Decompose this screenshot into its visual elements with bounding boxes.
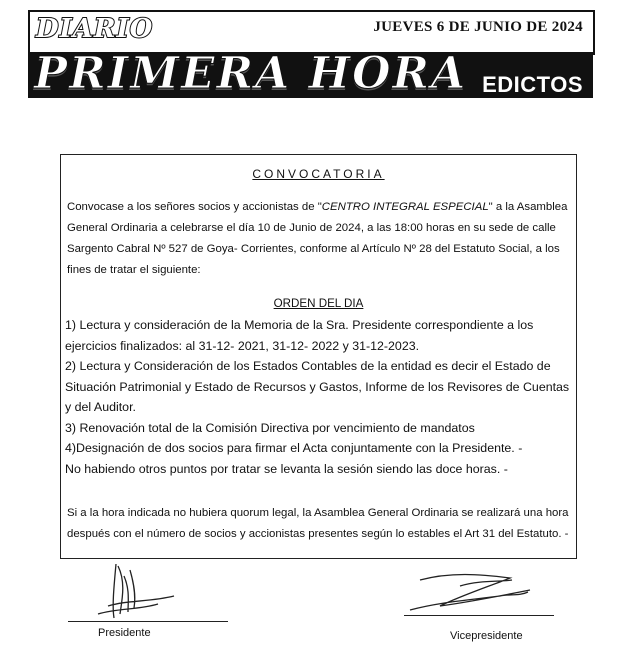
notice-intro bbox=[67, 197, 572, 281]
agenda-title: ORDEN DEL DIA bbox=[273, 297, 364, 310]
masthead-title: PRIMERA HORA bbox=[34, 48, 468, 99]
notice-box bbox=[60, 154, 577, 559]
vicepresident-signature-line bbox=[404, 615, 554, 616]
agenda-item: 1) Lectura y consideración de la Memoria de la Sra. Presidente correspondiente a los ejercicios finalizados: al 31-12- 2021, 31-12- 2022 y 31-12-2023. bbox=[65, 318, 534, 353]
agenda-list bbox=[65, 315, 570, 479]
agenda-item: No habiendo otros puntos por tratar se levanta la sesión siendo las doce horas. - bbox=[65, 461, 508, 476]
notice-closing: Si a la hora indicada no hubiera quorum legal, la Asamblea General Ordinaria se realizará una hora después con el número de socios y accionistas presentes según lo estables el Art 31 del Estatuto. - bbox=[67, 507, 569, 540]
vicepresident-signature bbox=[400, 566, 550, 626]
agenda-item: 4)Designación de dos socios para firmar el Acta conjuntamente con la Presidente. - bbox=[65, 441, 523, 455]
masthead bbox=[28, 10, 593, 98]
masthead-small-title: DIARIO bbox=[36, 14, 154, 44]
agenda-item: 2) Lectura y Consideración de los Estados Contables de la entidad es decir el Estado de Situación Patrimonial y Estado de Recursos y Gastos, Informe de los Revisores de Cuentas y del Auditor. bbox=[65, 359, 570, 414]
entity-name: CENTRO INTEGRAL ESPECIAL bbox=[321, 201, 489, 213]
agenda-item: 3) Renovación total de la Comisión Directiva por vencimiento de mandatos bbox=[65, 420, 475, 435]
section-label: EDICTOS bbox=[482, 72, 583, 97]
president-signature bbox=[78, 556, 188, 626]
issue-date: JUEVES 6 DE JUNIO DE 2024 bbox=[373, 19, 583, 35]
president-signature-line bbox=[68, 621, 228, 622]
intro-text-end: " a la Asamblea General Ordinaria a celebrarse el día 10 de Junio de 2024, a las 18:00 horas en su sede de calle Sargento Cabral Nº 527 de Goya- Corrientes, conforme al Artículo Nº 28 del Estatuto Social, a los fines de tratar el siguiente: bbox=[67, 201, 568, 276]
vicepresident-label: Vicepresidente bbox=[450, 630, 523, 642]
notice-title: CONVOCATORIA bbox=[252, 167, 385, 181]
president-label: Presidente bbox=[98, 627, 151, 639]
intro-text-start: Convocase a los señores socios y accionistas de " bbox=[67, 201, 322, 213]
